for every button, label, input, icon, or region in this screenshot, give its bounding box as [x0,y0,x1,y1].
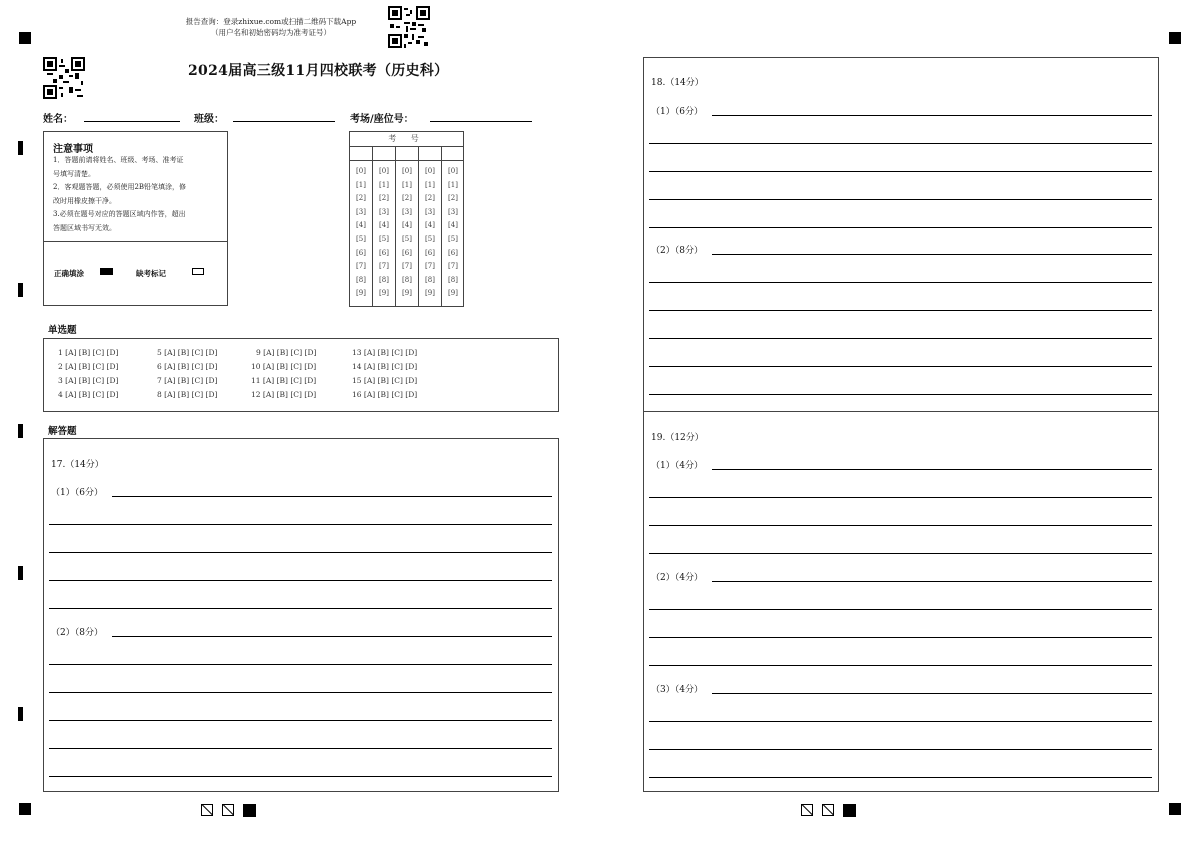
answer-line[interactable] [49,552,552,553]
answer-line[interactable] [49,692,552,693]
absent-mark-label: 缺考标记 [136,269,166,278]
choice-row[interactable]: 4 [A] [B] [C] [D] [58,390,119,399]
answer-line[interactable] [649,637,1152,638]
absent-mark-box[interactable] [192,268,204,275]
choice-row[interactable]: 11 [A] [B] [C] [D] [251,376,317,385]
seat-input-line[interactable] [430,121,532,122]
answer-line[interactable] [49,580,552,581]
q17-part1-label: （1）（6分） [51,488,103,498]
q19-title: 19.（12分） [651,433,704,443]
choice-row[interactable]: 6 [A] [B] [C] [D] [157,362,218,371]
choice-row[interactable]: 10 [A] [B] [C] [D] [251,362,317,371]
answer-line[interactable] [649,227,1152,228]
notes-line: 3.必须在题号对应的答题区域内作答，超出 [53,210,186,219]
answer-line[interactable] [649,199,1152,200]
name-input-line[interactable] [84,121,180,122]
notes-line: 答题区域书写无效。 [53,223,116,232]
choice-row[interactable]: 5 [A] [B] [C] [D] [157,348,218,357]
exam-title: 2024届高三级11月四校联考（历史科） [188,63,449,79]
answer-line[interactable] [49,664,552,665]
exam-number-header: 考 号 [350,132,463,147]
student-qr-code [43,57,85,99]
answer-line[interactable] [712,254,1152,255]
exam-digit-column[interactable]: [0] [1] [2] [3] [4] [5] [6] [7] [8] [9] [425,167,435,298]
page-marker-slash-box [222,804,234,816]
page-marker-solid-box [843,804,856,817]
page-marker-solid-box [243,804,256,817]
exam-digit-column[interactable]: [0] [1] [2] [3] [4] [5] [6] [7] [8] [9] [402,167,412,298]
user-line: （用户名和初始密码均为准考证号） [211,28,331,37]
choice-row[interactable]: 16 [A] [B] [C] [D] [352,390,418,399]
answer-line[interactable] [112,636,552,637]
answer-line[interactable] [49,720,552,721]
q19-answer-box [643,411,1159,792]
choice-row[interactable]: 13 [A] [B] [C] [D] [352,348,418,357]
report-line: 报告查询：登录zhixue.com或扫描二维码下载App [185,17,357,26]
q18-part2-label: （2）（8分） [651,246,703,256]
answer-line[interactable] [649,366,1152,367]
answer-line[interactable] [649,525,1152,526]
answer-line[interactable] [649,721,1152,722]
choice-row[interactable]: 8 [A] [B] [C] [D] [157,390,218,399]
q19-part3-label: （3）（4分） [651,685,703,695]
timing-mark [18,707,23,721]
answer-line[interactable] [712,469,1152,470]
answer-line[interactable] [649,282,1152,283]
timing-mark [18,141,23,155]
answer-line[interactable] [49,524,552,525]
answer-line[interactable] [649,497,1152,498]
exam-number-entry-row [350,146,463,161]
answer-line[interactable] [649,143,1152,144]
answer-line[interactable] [649,665,1152,666]
answer-line[interactable] [649,777,1152,778]
correct-fill-label: 正确填涂 [54,269,84,278]
notes-line: 号填写清楚。 [53,169,95,178]
q17-part2-label: （2）（8分） [51,628,103,638]
single-choice-label: 单选题 [48,325,77,336]
choice-row[interactable]: 7 [A] [B] [C] [D] [157,376,218,385]
choice-row[interactable]: 14 [A] [B] [C] [D] [352,362,418,371]
corner-mark-bottom-right [1169,803,1181,815]
timing-mark [18,566,23,580]
seat-label: 考场/座位号： [350,114,414,125]
timing-mark [18,424,23,438]
answer-line[interactable] [112,496,552,497]
notes-line: 改时用橡皮擦干净。 [53,196,116,205]
notes-divider [44,241,227,242]
report-query-note [160,16,382,38]
answer-section-label: 解答题 [48,426,77,437]
class-input-line[interactable] [233,121,335,122]
app-download-qr-code[interactable] [388,6,430,48]
answer-line[interactable] [649,310,1152,311]
answer-line[interactable] [712,581,1152,582]
q19-part2-label: （2）（4分） [651,573,703,583]
class-label: 班级： [194,114,224,125]
exam-digit-column[interactable]: [0] [1] [2] [3] [4] [5] [6] [7] [8] [9] [448,167,458,298]
choice-row[interactable]: 3 [A] [B] [C] [D] [58,376,119,385]
corner-mark-top-right [1169,32,1181,44]
answer-line[interactable] [49,776,552,777]
answer-line[interactable] [712,115,1152,116]
timing-mark [18,283,23,297]
exam-number-grid [349,131,464,307]
answer-line[interactable] [649,609,1152,610]
page-marker-slash-box [822,804,834,816]
notes-line: 2．客观题答题，必须使用2B铅笔填涂，修 [53,183,187,192]
single-choice-box [43,338,559,412]
exam-digit-column[interactable]: [0] [1] [2] [3] [4] [5] [6] [7] [8] [9] [356,167,366,298]
answer-line[interactable] [649,553,1152,554]
answer-line[interactable] [49,748,552,749]
notes-list [53,154,186,236]
q17-title: 17.（14分） [51,460,104,470]
corner-mark-top-left [19,32,31,44]
choice-row[interactable]: 9 [A] [B] [C] [D] [256,348,317,357]
correct-fill-sample [100,268,113,275]
q18-part1-label: （1）（6分） [651,107,703,117]
notes-box [43,131,228,306]
q17-answer-box [43,438,559,792]
q18-answer-box [643,57,1159,412]
page-marker-slash-box [201,804,213,816]
answer-line[interactable] [712,693,1152,694]
notes-title: 注意事项 [53,144,93,155]
answer-line[interactable] [649,338,1152,339]
answer-line[interactable] [649,749,1152,750]
notes-line: 1．答题前请将姓名、班级、考场、准考证 [53,156,184,164]
answer-line[interactable] [649,171,1152,172]
choice-row[interactable]: 12 [A] [B] [C] [D] [251,390,317,399]
choice-row[interactable]: 2 [A] [B] [C] [D] [58,362,119,371]
answer-line[interactable] [649,394,1152,395]
exam-digit-column[interactable]: [0] [1] [2] [3] [4] [5] [6] [7] [8] [9] [379,167,389,298]
q19-part1-label: （1）（4分） [651,461,703,471]
choice-row[interactable]: 15 [A] [B] [C] [D] [352,376,418,385]
answer-line[interactable] [49,608,552,609]
corner-mark-bottom-left [19,803,31,815]
q18-title: 18.（14分） [651,78,704,88]
name-label: 姓名： [43,114,73,125]
choice-row[interactable]: 1 [A] [B] [C] [D] [58,348,119,357]
page-marker-slash-box [801,804,813,816]
